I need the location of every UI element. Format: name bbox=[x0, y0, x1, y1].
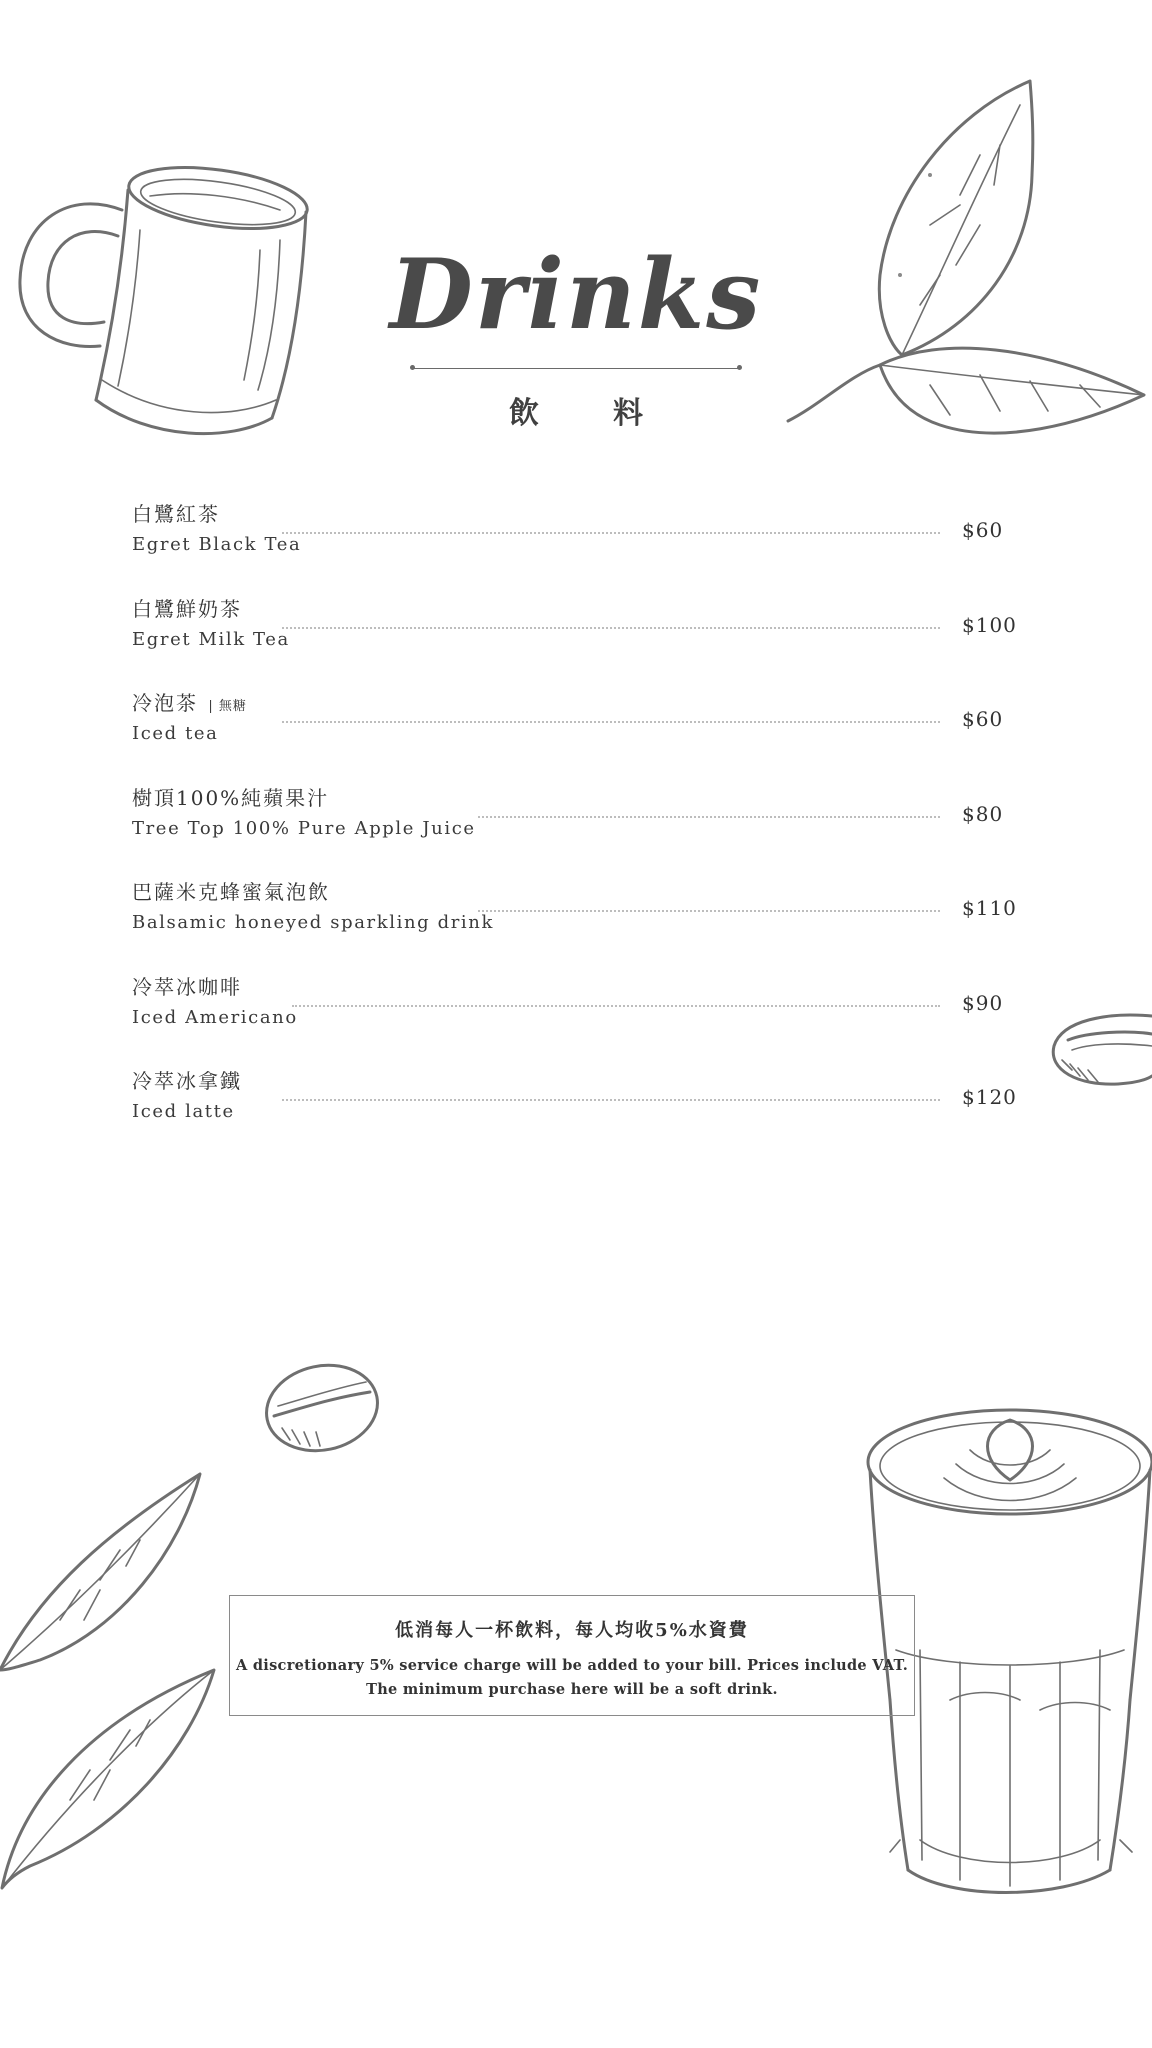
divider-dot bbox=[410, 365, 415, 370]
notice-text-en-line1: A discretionary 5% service charge will be added to your bill. Prices include VAT. bbox=[235, 1657, 909, 1674]
item-name-zh: 冷萃冰拿鐵 bbox=[132, 1069, 242, 1093]
coffee-bean-icon bbox=[1048, 1010, 1152, 1090]
item-name-en: Balsamic honeyed sparkling drink bbox=[132, 912, 500, 933]
menu-item bbox=[132, 687, 1012, 782]
item-leader-dots bbox=[282, 721, 940, 723]
item-price: $120 bbox=[962, 1085, 1017, 1109]
menu-item bbox=[132, 1065, 1017, 1160]
item-leader-dots bbox=[292, 1005, 940, 1007]
item-leader-dots bbox=[282, 1099, 940, 1101]
item-leader-dots bbox=[282, 627, 940, 629]
item-name-zh: 冷泡茶 | 無糖 bbox=[132, 691, 247, 715]
item-name-en: Egret Milk Tea bbox=[132, 629, 296, 650]
page-title: Drinks bbox=[389, 238, 763, 351]
item-name-zh: 白鷺紅茶 bbox=[132, 502, 220, 526]
item-name-en: Tree Top 100% Pure Apple Juice bbox=[132, 818, 482, 839]
item-name-en: Iced tea bbox=[132, 723, 225, 744]
service-charge-notice bbox=[229, 1595, 915, 1716]
item-leader-dots bbox=[478, 910, 940, 912]
coffee-bean-icon bbox=[262, 1358, 382, 1458]
item-name-zh: 巴薩米克蜂蜜氣泡飲 bbox=[132, 880, 330, 904]
item-name-en: Egret Black Tea bbox=[132, 534, 307, 555]
leaves-icon bbox=[0, 1470, 220, 1890]
item-price: $60 bbox=[962, 518, 1004, 542]
item-price: $110 bbox=[962, 896, 1017, 920]
menu-item bbox=[132, 593, 1017, 688]
divider-dot bbox=[737, 365, 742, 370]
item-name-en: Iced latte bbox=[132, 1101, 241, 1122]
item-price: $90 bbox=[962, 990, 1004, 1015]
menu-item bbox=[132, 971, 1012, 1066]
item-name-zh: 白鷺鮮奶茶 bbox=[132, 596, 242, 621]
item-name-en: Iced Americano bbox=[132, 1007, 304, 1028]
menu-item bbox=[132, 782, 1012, 877]
title-divider bbox=[412, 368, 740, 369]
item-price: $80 bbox=[962, 801, 1004, 826]
item-leader-dots bbox=[478, 816, 940, 818]
menu-item bbox=[132, 876, 1017, 971]
notice-text-zh: 低消每人一杯飲料，每人均收5%水資費 bbox=[395, 1620, 749, 1641]
drinks-menu-list bbox=[132, 498, 1017, 1160]
item-name-zh: 樹頂100%純蘋果汁 bbox=[132, 785, 330, 810]
notice-text-en-line2: The minimum purchase here will be a soft drink. bbox=[366, 1681, 778, 1698]
item-price: $100 bbox=[962, 612, 1017, 637]
page-subtitle: 飲料 bbox=[509, 396, 717, 431]
item-leader-dots bbox=[282, 532, 940, 534]
item-name-zh: 冷萃冰咖啡 bbox=[132, 974, 242, 999]
menu-item bbox=[132, 498, 1012, 593]
item-price: $60 bbox=[962, 707, 1004, 731]
